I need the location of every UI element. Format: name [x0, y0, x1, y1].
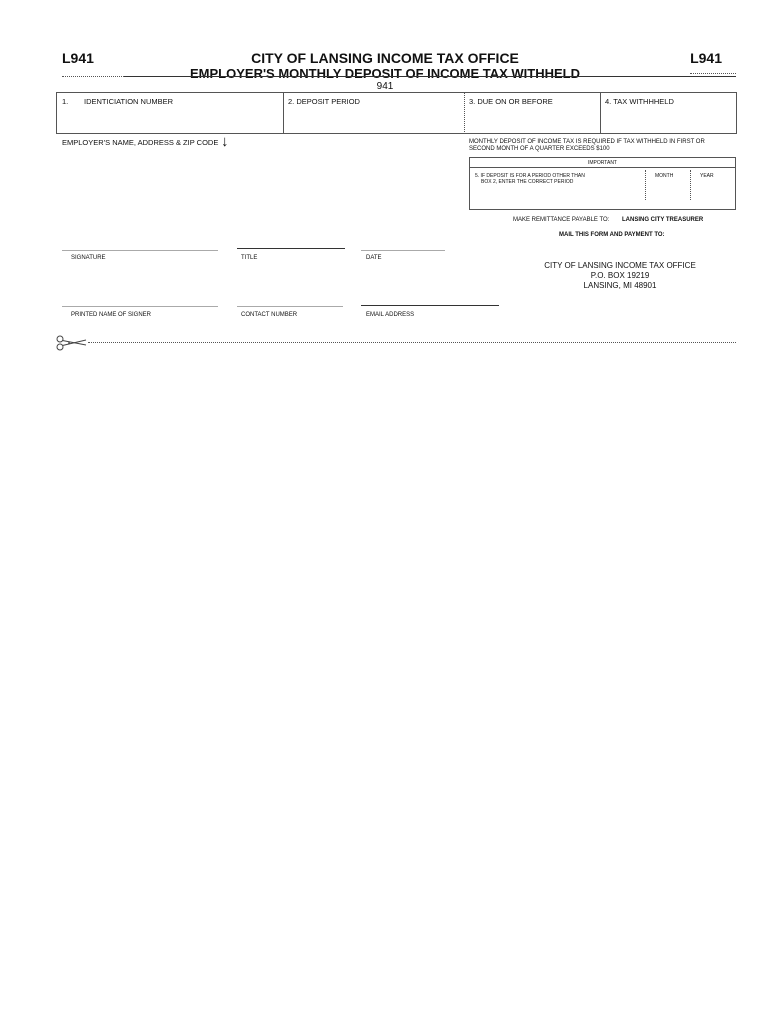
contact-number-line[interactable] — [237, 306, 343, 307]
month-label: MONTH — [655, 173, 674, 179]
header-rule-left-dotted — [62, 76, 124, 77]
form-id-left: L941 — [62, 50, 94, 66]
mail-address-line2: P.O. BOX 19219 — [590, 271, 650, 280]
remittance-prefix: MAKE REMITTANCE PAYABLE TO: — [513, 217, 610, 223]
month-divider — [645, 170, 646, 200]
printed-name-label: PRINTED NAME OF SIGNER — [71, 312, 152, 318]
signature-label: SIGNATURE — [71, 255, 106, 261]
remittance-payee: LANSING CITY TREASURER — [622, 217, 704, 223]
header-rule-right-dotted — [690, 73, 736, 74]
signature-line[interactable] — [62, 250, 218, 251]
notice-line1: MONTHLY DEPOSIT OF INCOME TAX IS REQUIRED IF TAX WITHHELD IN FIRST OR — [469, 139, 705, 145]
header-rule — [124, 76, 736, 77]
notice-line2: SECOND MONTH OF A QUARTER EXCEEDS $100 — [469, 146, 610, 152]
email-address-label: EMAIL ADDRESS — [366, 312, 415, 318]
contact-number-label: CONTACT NUMBER — [241, 312, 298, 318]
title-label: TITLE — [241, 255, 258, 261]
down-arrow-icon: ↓ — [221, 133, 229, 150]
box-divider-3 — [600, 92, 601, 134]
printed-name-line[interactable] — [62, 306, 218, 307]
box2-label: 2. DEPOSIT PERIOD — [288, 97, 360, 106]
important-line2: BOX 2, ENTER THE CORRECT PERIOD — [481, 179, 574, 185]
box1-number: 1. — [62, 97, 69, 106]
form-number: 941 — [376, 81, 394, 92]
box1-label: IDENTICIATION NUMBER — [84, 97, 174, 106]
cut-line — [88, 342, 736, 343]
year-divider — [690, 170, 691, 200]
employer-label: EMPLOYER'S NAME, ADDRESS & ZIP CODE — [62, 138, 219, 147]
scissors-icon — [54, 334, 90, 352]
date-label: DATE — [366, 255, 382, 261]
box-divider-1 — [283, 92, 284, 134]
form-id-right: L941 — [690, 50, 722, 66]
title-line1: CITY OF LANSING INCOME TAX OFFICE — [251, 50, 519, 66]
important-line1: 5. IF DEPOSIT IS FOR A PERIOD OTHER THAN — [475, 173, 585, 179]
box3-label: 3. DUE ON OR BEFORE — [469, 97, 553, 106]
email-line[interactable] — [361, 305, 499, 306]
important-divider — [469, 167, 736, 168]
mail-address-line1: CITY OF LANSING INCOME TAX OFFICE — [544, 261, 696, 270]
year-label: YEAR — [700, 173, 714, 179]
mail-address-line3: LANSING, MI 48901 — [583, 281, 657, 290]
important-heading: IMPORTANT — [588, 160, 617, 166]
box4-label: 4. TAX WITHHHELD — [605, 97, 674, 106]
title-line2: EMPLOYER'S MONTHLY DEPOSIT OF INCOME TAX WITHHELD — [190, 66, 580, 81]
title-line[interactable] — [237, 248, 345, 249]
box-divider-2 — [464, 92, 465, 134]
mail-instructions: MAIL THIS FORM AND PAYMENT TO: — [559, 232, 665, 238]
date-line[interactable] — [361, 250, 445, 251]
